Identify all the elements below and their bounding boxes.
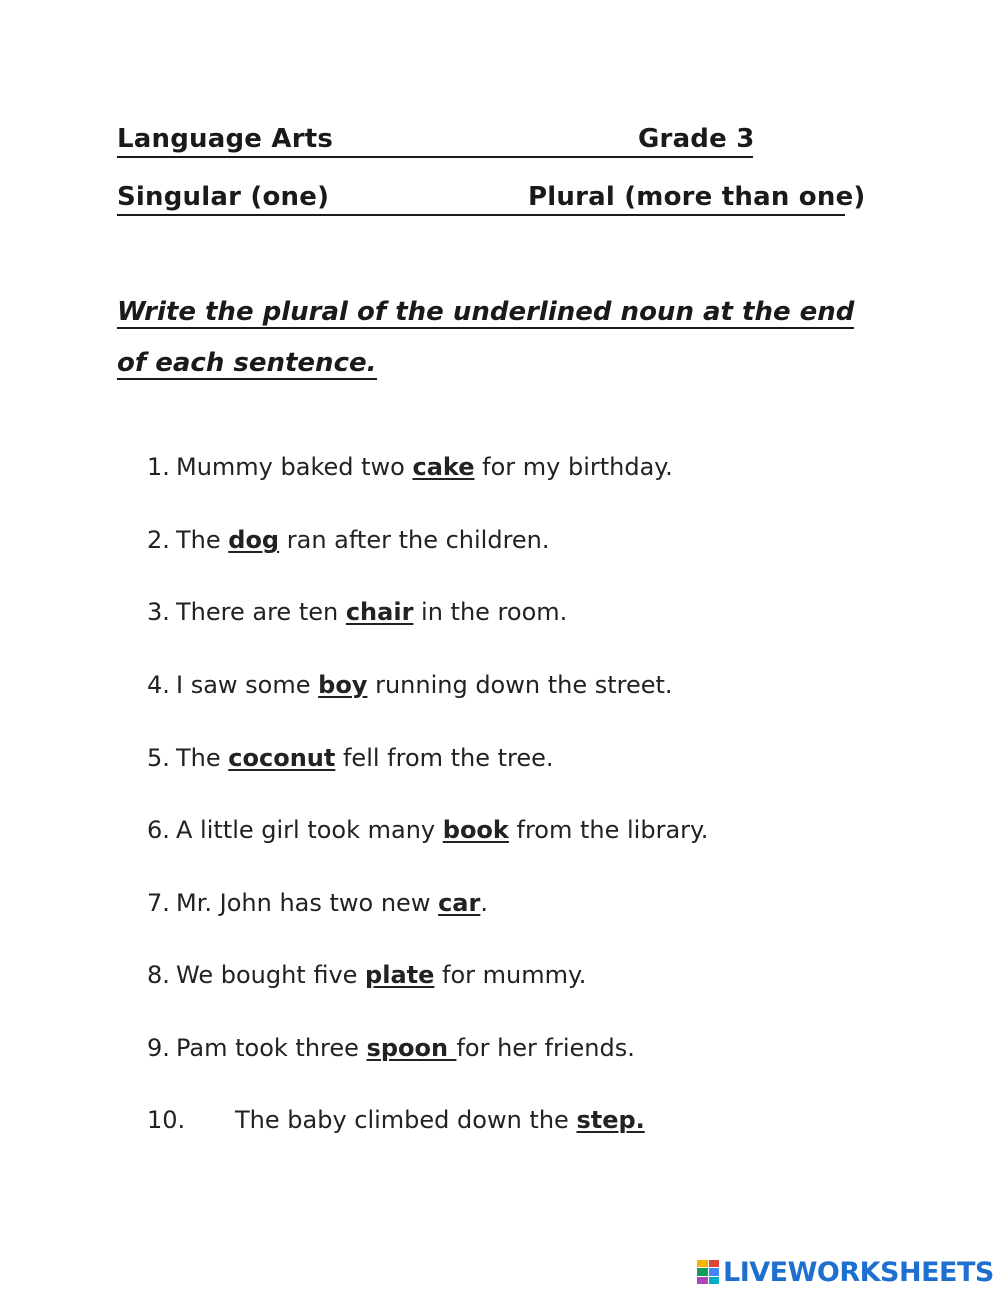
question-item <box>147 814 708 846</box>
question-text-after: fell from the tree. <box>335 744 554 772</box>
underlined-noun: chair <box>345 598 414 626</box>
logo-block <box>697 1277 708 1284</box>
subject-title: Language Arts <box>117 124 334 154</box>
question-number: 10. <box>147 1106 186 1134</box>
question-text-before: A little girl took many <box>176 816 443 844</box>
underlined-noun: boy <box>318 671 368 699</box>
question-text-after: running down the street. <box>367 671 673 699</box>
question-text-before: There are ten <box>176 598 346 626</box>
question-text-before: The <box>176 526 229 554</box>
underlined-noun: coconut <box>228 744 336 772</box>
logo-block <box>697 1260 708 1267</box>
question-text-before: Mr. John has two new <box>176 889 439 917</box>
question-item <box>147 887 488 919</box>
question-item <box>147 742 554 774</box>
question-text-before: I saw some <box>176 671 319 699</box>
question-number: 7. <box>147 889 170 917</box>
question-number: 6. <box>147 816 170 844</box>
logo-block <box>709 1268 720 1275</box>
question-item <box>147 669 673 701</box>
logo-block <box>709 1277 720 1284</box>
question-text-before: The <box>176 744 229 772</box>
question-item <box>147 596 567 628</box>
underlined-noun: cake <box>412 453 475 481</box>
question-number: 5. <box>147 744 170 772</box>
question-text-after: for her friends. <box>456 1034 635 1062</box>
question-number: 2. <box>147 526 170 554</box>
question-text-before: Pam took three <box>176 1034 367 1062</box>
logo-block <box>697 1268 708 1275</box>
instruction-line-2: of each sentence. <box>117 348 377 378</box>
question-text-after: . <box>480 889 488 917</box>
liveworksheets-logo-icon <box>697 1260 719 1284</box>
underlined-noun: car <box>438 889 481 917</box>
question-number: 9. <box>147 1034 170 1062</box>
header-columns-row <box>117 180 866 216</box>
question-number: 3. <box>147 598 170 626</box>
question-text-after: ran after the children. <box>279 526 550 554</box>
question-text-before: The baby climbed down the <box>235 1106 577 1134</box>
liveworksheets-logo[interactable] <box>697 1256 994 1288</box>
question-text-after: from the library. <box>508 816 709 844</box>
underlined-noun: spoon <box>366 1034 457 1062</box>
instruction <box>117 290 857 392</box>
brand-wordmark: LIVEWORKSHEETS <box>723 1256 994 1288</box>
singular-label: Singular (one) <box>117 182 330 212</box>
question-item <box>147 1032 635 1064</box>
question-number: 8. <box>147 961 170 989</box>
header-subject-row <box>117 122 753 158</box>
underlined-noun: book <box>442 816 509 844</box>
question-text-before: Mummy baked two <box>176 453 413 481</box>
underlined-noun: dog <box>228 526 280 554</box>
question-item <box>147 524 550 556</box>
question-text-before: We bought five <box>176 961 366 989</box>
logo-block <box>709 1260 720 1267</box>
plural-label: Plural (more than one) <box>528 182 866 212</box>
question-text-after: for mummy. <box>434 961 587 989</box>
question-item <box>147 959 586 991</box>
question-text-after: in the room. <box>413 598 568 626</box>
question-number: 1. <box>147 453 170 481</box>
question-number: 4. <box>147 671 170 699</box>
underlined-noun: step. <box>576 1106 645 1134</box>
question-item <box>147 1104 645 1136</box>
instruction-line-1: Write the plural of the underlined noun at the end <box>117 297 855 327</box>
question-item <box>147 451 673 483</box>
question-text-after: for my birthday. <box>474 453 673 481</box>
underlined-noun: plate <box>365 961 435 989</box>
grade-label: Grade 3 <box>638 124 755 154</box>
